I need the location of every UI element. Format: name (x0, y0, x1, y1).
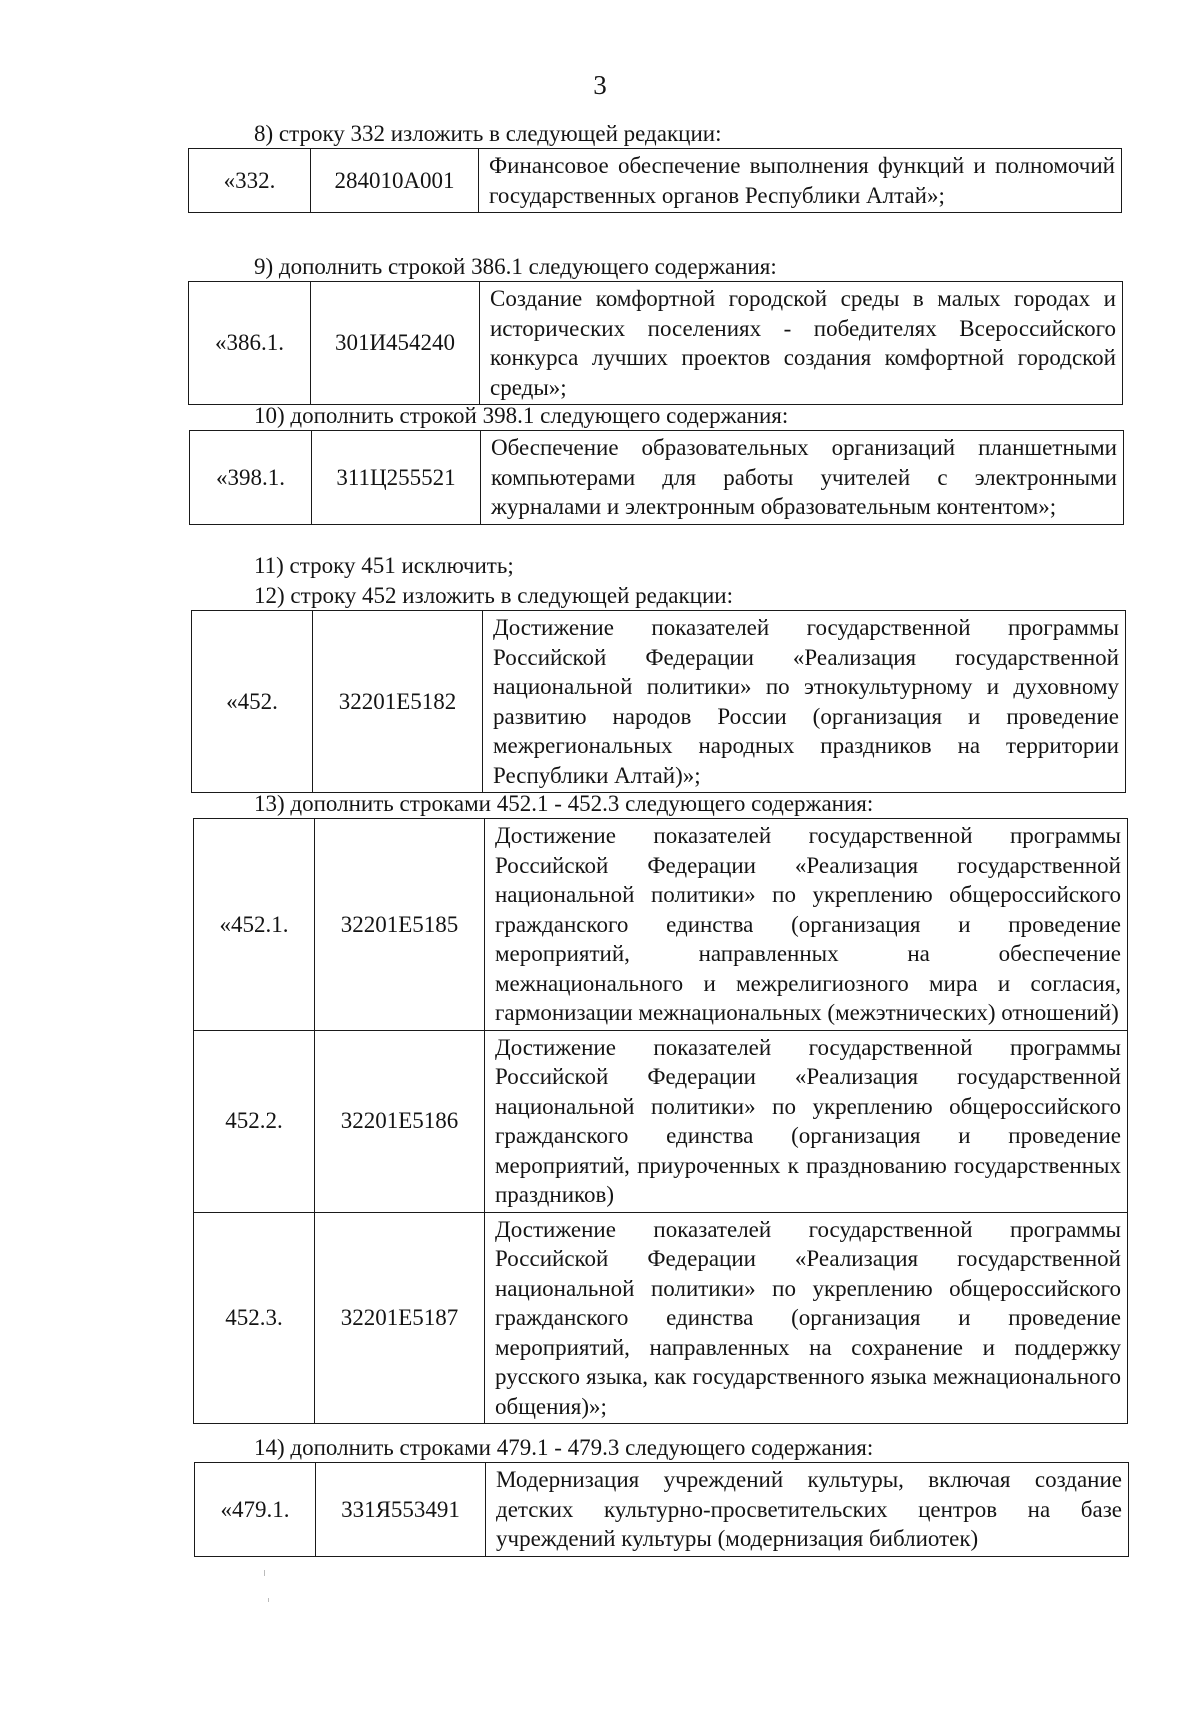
scan-mark (268, 1598, 269, 1602)
row-description: Достижение показателей государственной программы Российской Федерации «Реализация государственной национальной политики» по укреплению общероссийского гражданского единства (организация и проведение мероприятий, направленных на обеспечение межнационального и межрелигиозного мира и согласия, гармонизации межнациональных (межэтнических) отношений) (485, 819, 1128, 1031)
row-number: «452.1. (194, 819, 315, 1031)
row-code: 301И454240 (311, 282, 480, 405)
row-number: «398.1. (190, 431, 312, 525)
entry-table (189, 430, 1124, 525)
section-13 (0, 790, 1200, 1424)
row-description: Достижение показателей государственной программы Российской Федерации «Реализация государственной национальной политики» по укреплению общероссийского гражданского единства (организация и проведение мероприятий, приуроченных к празднованию государственных праздников) (485, 1030, 1128, 1212)
scan-mark (264, 1570, 265, 1576)
row-code: 284010А001 (311, 149, 479, 213)
row-code: 311Ц255521 (312, 431, 481, 525)
section-intro: 12) строку 452 изложить в следующей редакции: (254, 583, 733, 608)
section-9 (0, 253, 1200, 405)
row-code: 32201Е5182 (313, 611, 483, 793)
row-code: 331Я553491 (316, 1463, 486, 1557)
table-row (195, 1463, 1129, 1557)
table-row (194, 1030, 1128, 1212)
section-intro: 9) дополнить строкой 386.1 следующего содержания: (254, 254, 777, 279)
table-row (189, 149, 1122, 213)
entry-table (191, 610, 1126, 793)
row-number: «452. (192, 611, 313, 793)
table-row (189, 282, 1123, 405)
row-description: Обеспечение образовательных организаций планшетными компьютерами для работы учителей с электронными журналами и электронным образовательным контентом»; (481, 431, 1124, 525)
row-number: «332. (189, 149, 311, 213)
row-description: Достижение показателей государственной программы Российской Федерации «Реализация государственной национальной политики» по укреплению общероссийского гражданского единства (организация и проведение мероприятий, направленных на сохранение и поддержку русского языка, как государственного языка межнационального общения)»; (485, 1212, 1128, 1424)
row-code: 32201Е5187 (315, 1212, 485, 1424)
section-intro: 14) дополнить строками 479.1 - 479.3 следующего содержания: (254, 1435, 874, 1460)
section-14 (0, 1434, 1200, 1557)
page-number: 3 (593, 70, 607, 100)
section-intro: 8) строку 332 изложить в следующей редакции: (254, 121, 722, 146)
row-description: Достижение показателей государственной программы Российской Федерации «Реализация государственной национальной политики» по этнокультурному и духовному развитию народов России (организация и проведение межрегиональных народных праздников на территории Республики Алтай)»; (483, 611, 1126, 793)
row-description: Финансовое обеспечение выполнения функций и полномочий государственных органов Республики Алтай»; (479, 149, 1122, 213)
table-row (194, 819, 1128, 1031)
entry-table (194, 1462, 1129, 1557)
row-description: Модернизация учреждений культуры, включая создание детских культурно-просветительских центров на базе учреждений культуры (модернизация библиотек) (486, 1463, 1129, 1557)
entry-table (193, 818, 1128, 1424)
row-number: «386.1. (189, 282, 311, 405)
table-row (194, 1212, 1128, 1424)
section-intro: 13) дополнить строками 452.1 - 452.3 следующего содержания: (254, 791, 874, 816)
row-number: 452.3. (194, 1212, 315, 1424)
section-intro: 11) строку 451 исключить; (254, 553, 514, 578)
row-number: «479.1. (195, 1463, 316, 1557)
entry-table (188, 281, 1123, 405)
section-10 (0, 402, 1200, 525)
row-code: 32201Е5185 (315, 819, 485, 1031)
entry-table (188, 148, 1122, 213)
section-11 (0, 552, 1200, 580)
table-row (192, 611, 1126, 793)
row-code: 32201Е5186 (315, 1030, 485, 1212)
row-description: Создание комфортной городской среды в малых городах и исторических поселениях - победителях Всероссийского конкурса лучших проектов создания комфортной городской среды»; (480, 282, 1123, 405)
table-row (190, 431, 1124, 525)
section-8 (0, 120, 1200, 213)
section-intro: 10) дополнить строкой 398.1 следующего содержания: (254, 403, 789, 428)
section-12 (0, 582, 1200, 793)
row-number: 452.2. (194, 1030, 315, 1212)
